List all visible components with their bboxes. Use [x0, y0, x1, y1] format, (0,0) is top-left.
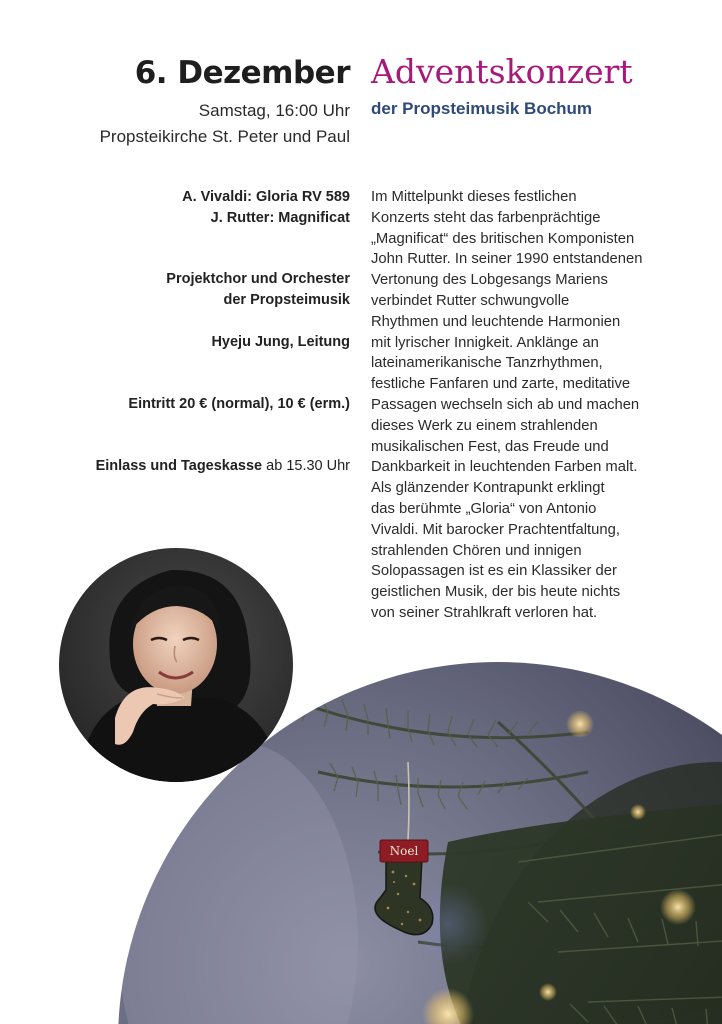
description-line: Solopassagen ist es ein Klassiker der	[371, 563, 617, 580]
performers	[166, 269, 350, 311]
description-line: „Magnificat“ des britischen Komponisten	[371, 230, 635, 247]
portrait-illustration	[59, 548, 293, 782]
entry-label: Einlass und Tageskasse	[95, 458, 263, 474]
description-line: das berühmte „Gloria“ von Antonio	[371, 500, 597, 517]
description-line: strahlenden Chören und innigen	[371, 542, 582, 559]
description-line: John Rutter. In seiner 1990 entstandenen	[371, 251, 643, 268]
entry-time: ab 15.30 Uhr	[266, 458, 350, 474]
performers-line1: Projektchor und Orchester	[166, 271, 350, 287]
conductor-portrait	[59, 548, 293, 782]
description-line: lateinamerikanische Tanzrhythmen,	[371, 355, 603, 372]
description-line: verbindet Rutter schwungvolle	[371, 292, 570, 309]
day-time: Samstag, 16:00 Uhr	[198, 101, 350, 120]
performers-line2: der Propsteimusik	[223, 292, 350, 308]
ornament-label: Noel	[389, 844, 419, 858]
description-line: Vertonung des Lobgesangs Mariens	[371, 272, 608, 289]
concert-date: 6. Dezember	[134, 55, 350, 91]
description-line: Dankbarkeit in leuchtenden Farben malt.	[371, 459, 638, 476]
description-line: geistlichen Musik, der bis heute nichts	[371, 584, 621, 601]
description-line: Passagen wechseln sich ab und machen	[371, 396, 640, 413]
admission: Eintritt 20 € (normal), 10 € (erm.)	[128, 396, 350, 412]
description-line: Als glänzender Kontrapunkt erklingt	[371, 480, 605, 497]
description-line: dieses Werk zu einem strahlenden	[371, 417, 598, 434]
concert-subtitle: der Propsteimusik Bochum	[371, 99, 593, 118]
description-line: Im Mittelpunkt dieses festlichen	[371, 189, 577, 205]
description-line: Rhythmen und leuchtende Harmonien	[371, 313, 621, 330]
concert-title: Adventskonzert	[371, 52, 633, 91]
description-line: Vivaldi. Mit barocker Prachtentfaltung,	[371, 521, 620, 538]
work-vivaldi: A. Vivaldi: Gloria RV 589	[182, 189, 350, 205]
event-details	[100, 98, 350, 150]
description-line: mit lyrischer Innigkeit. Anklänge an	[371, 334, 599, 351]
description-line: musikalischen Fest, das Freude und	[371, 438, 609, 455]
description-line: von seiner Strahlkraft verloren hat.	[371, 604, 598, 621]
description-line: Konzerts steht das farbenprächtige	[371, 209, 601, 226]
venue: Propsteikirche St. Peter und Paul	[99, 127, 350, 146]
conductor-block	[211, 332, 350, 353]
program-works	[182, 187, 350, 229]
admission-block	[128, 394, 350, 415]
description-line: festliche Fanfaren und zarte, meditative	[371, 376, 631, 393]
work-rutter: J. Rutter: Magnificat	[210, 210, 350, 226]
concert-description	[371, 187, 671, 624]
entry-block	[96, 456, 350, 477]
conductor: Hyeju Jung, Leitung	[211, 334, 350, 350]
